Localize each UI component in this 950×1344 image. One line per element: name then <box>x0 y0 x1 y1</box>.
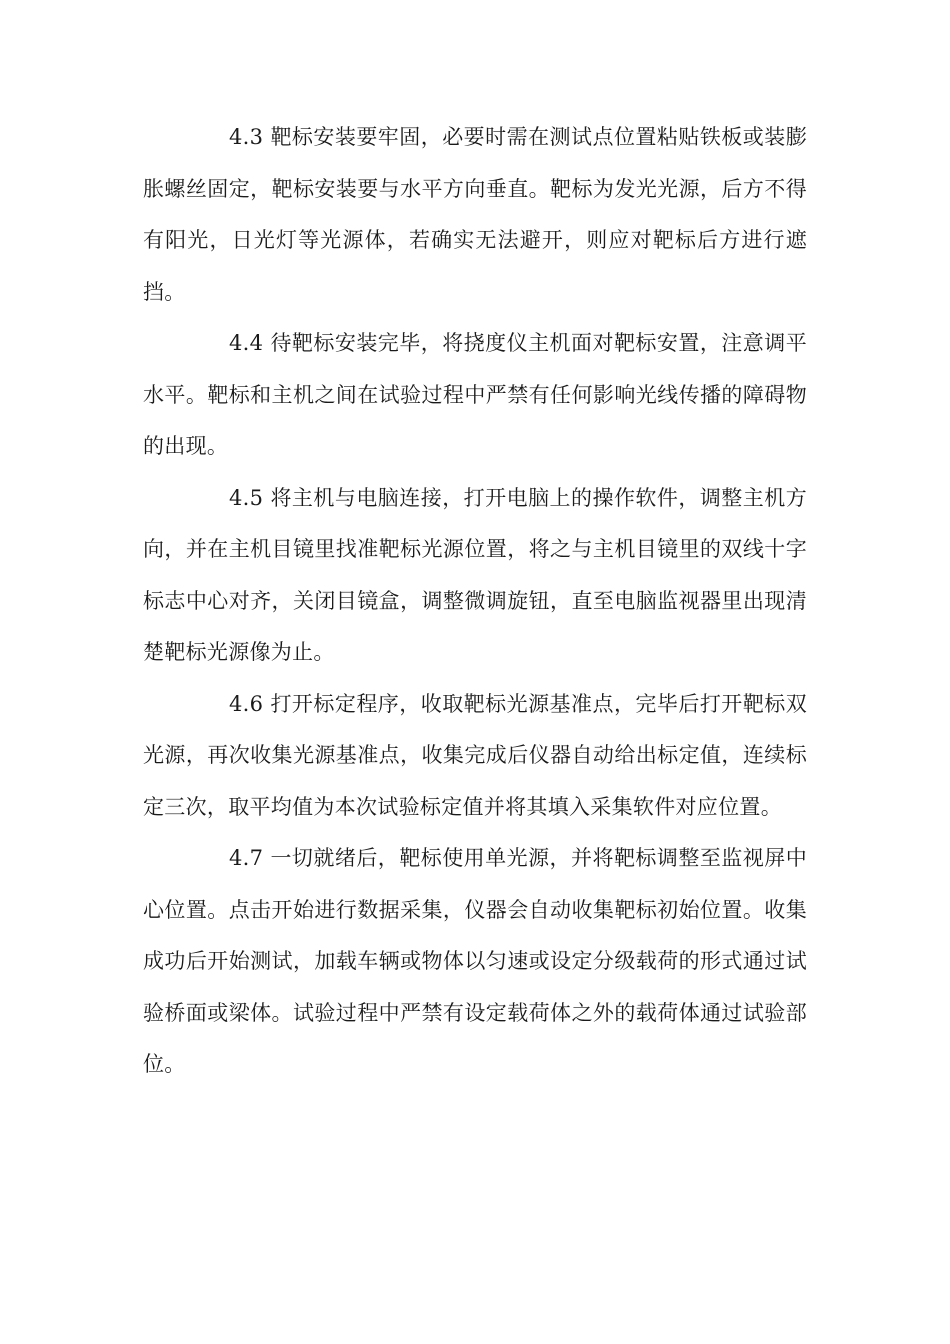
paragraph-4-4: 4.4 待靶标安装完毕，将挠度仪主机面对靶标安置，注意调平水平。靶标和主机之间在试验过程中严禁有任何影响光线传播的障碍物的出现。 <box>143 331 807 458</box>
document-body <box>143 112 807 1091</box>
paragraph-4-6: 4.6 打开标定程序，收取靶标光源基准点，完毕后打开靶标双光源，再次收集光源基准点，收集完成后仪器自动给出标定值，连续标定三次，取平均值为本次试验标定值并将其填入采集软件对应位置。 <box>143 691 807 819</box>
paragraph-4-7: 4.7 一切就绪后，靶标使用单光源，并将靶标调整至监视屏中心位置。点击开始进行数据采集，仪器会自动收集靶标初始位置。收集成功后开始测试，加载车辆或物体以匀速或设定分级载荷的形式通过试验桥面或梁体。试验过程中严禁有设定载荷体之外的载荷体通过试验部位。 <box>143 846 807 1076</box>
paragraph-4-5: 4.5 将主机与电脑连接，打开电脑上的操作软件，调整主机方向，并在主机目镜里找准靶标光源位置，将之与主机目镜里的双线十字标志中心对齐，关闭目镜盒，调整微调旋钮，直至电脑监视器里出现清楚靶标光源像为止。 <box>143 485 807 664</box>
paragraph-4-3: 4.3 靶标安装要牢固，必要时需在测试点位置粘贴铁板或装膨胀螺丝固定，靶标安装要与水平方向垂直。靶标为发光光源，后方不得有阳光，日光灯等光源体，若确实无法避开，则应对靶标后方进行遮挡。 <box>143 125 807 304</box>
